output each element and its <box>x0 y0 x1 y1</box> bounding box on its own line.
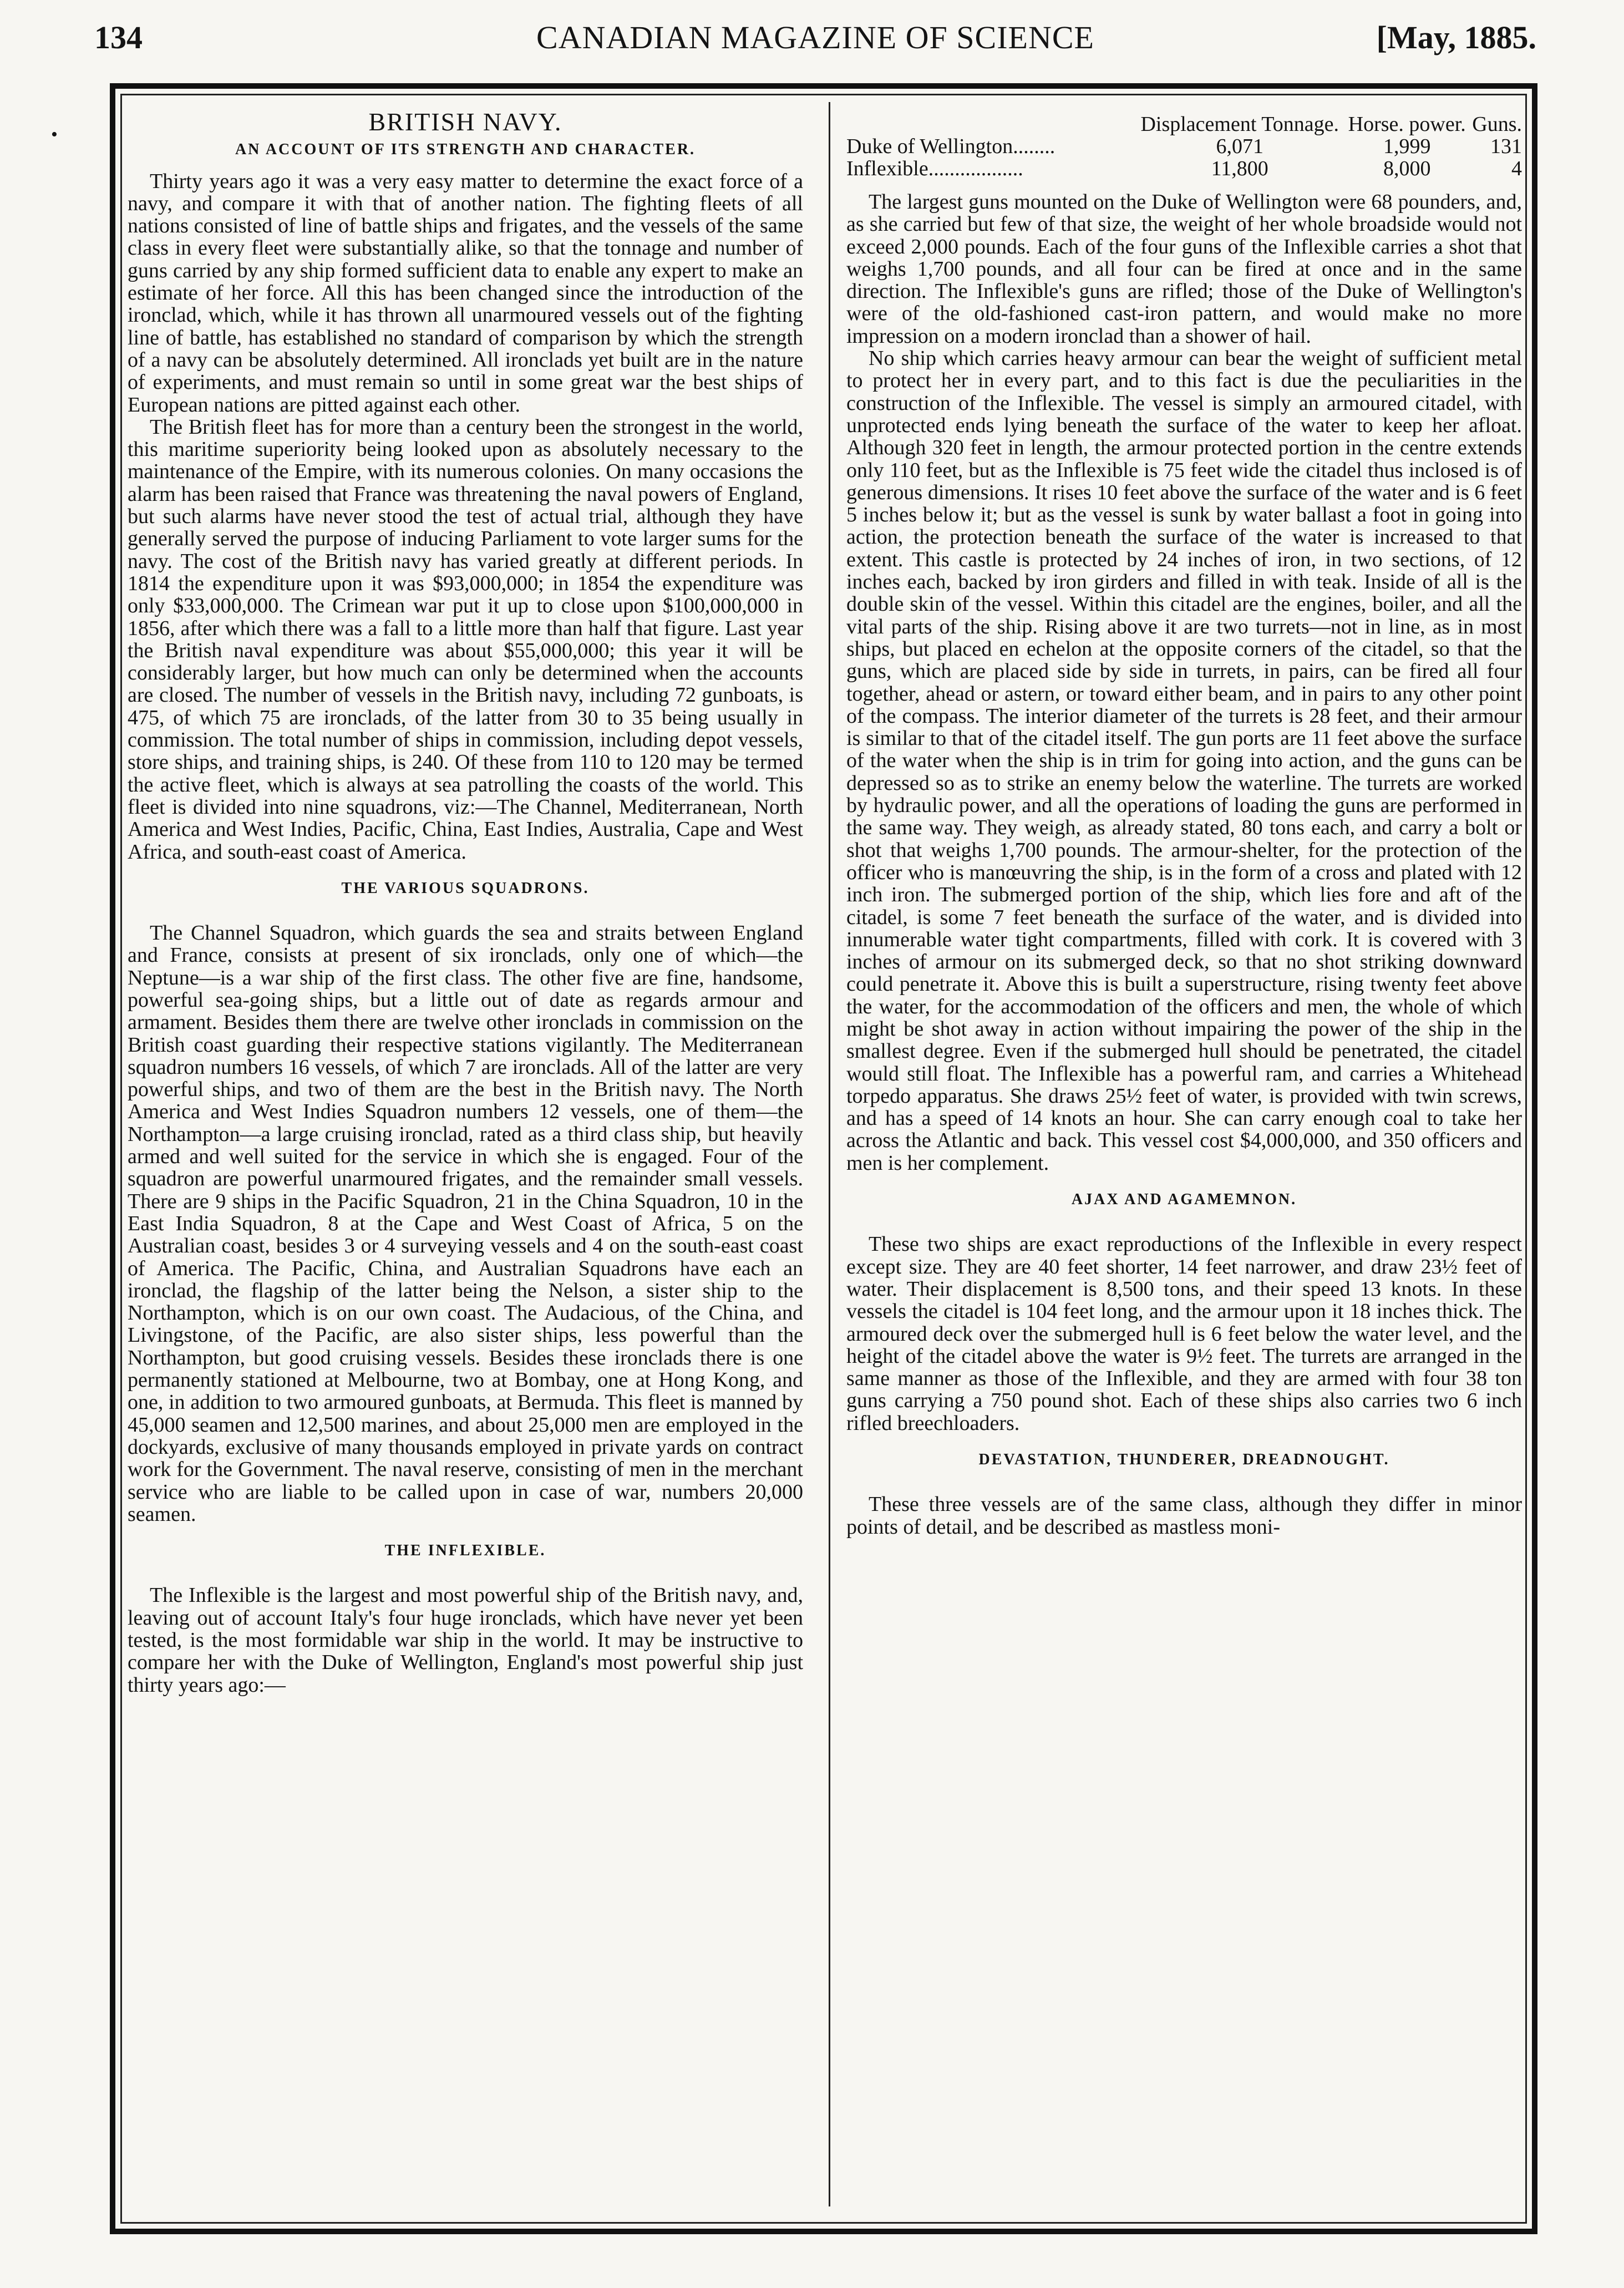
table-row <box>846 158 1522 180</box>
ship-name: Duke of Wellington........ <box>846 135 1055 158</box>
margin-dot: • <box>51 124 58 145</box>
article-subtitle: AN ACCOUNT OF ITS STRENGTH AND CHARACTER. <box>235 141 696 159</box>
ship-name: Inflexible.................. <box>846 157 1023 180</box>
tonnage: 11,800 <box>1211 157 1268 180</box>
magazine-title: CANADIAN MAGAZINE OF SCIENCE <box>536 19 1094 55</box>
paragraph: No ship which carries heavy armour can bear the weight of sufficient metal to protect her in every part, and to this fact is due the peculiarities in the construction of the Inflexible. The vessel is simply an armoured citadel, with unprotected ends lying beneath the surface of the water to keep her afloat. Although 320 feet in length, the armour protected portion in the centre extends only 110 feet, but as the Inflexible is 75 feet wide the citadel thus inclosed is of generous dimensions. It rises 10 feet above the surface of the water and is 6 feet 5 inches below it; but as the vessel is sunk by water ballast a foot in going into action, the protection beneath the surface of the water is increased to that extent. This castle is protected by 24 inches of iron, in two sections, of 12 inches each, backed by iron girders and filled in with teak. Inside of all is the double skin of the vessel. Within this citadel are the engines, boiler, and all the vital parts of the ship. Rising above it are two turrets—not in line, as in most ships, but placed en echelon at the opposite corners of the citadel, so that the guns, which are placed side by side in turrets, in pairs, can be fired all four together, ahead or astern, or toward either beam, and in pairs to any other point of the compass. The interior diameter of the turrets is 28 feet, and their armour is similar to that of the citadel itself. The gun ports are 11 feet above the surface of the water when the ship is in trim for going into action, and the guns can be depressed so as to strike an enemy below the waterline. The turrets are worked by hydraulic power, and all the operations of loading the guns are performed in the same way. They weigh, as already stated, 80 tons each, and carry a bolt or shot that weighs 1,700 pounds. The armour-shelter, for the protection of the officer who is manœuvring the ship, is in the form of a cross and plated with 12 inch iron. The submerged portion of the ship, which lies fore and aft of the citadel, is some 7 feet beneath the surface of the water, and is divided into innumerable water tight compartments, filled with cork. It is covered with 3 inches of armour on its submerged deck, so that no shot striking downward could penetrate it. Above this is built a superstructure, rising twenty feet above the water, for the accommodation of the officers and men, the whole of which might be shot away in action without impairing the power of the ship in the smallest degree. Even if the submerged hull should be penetrated, the citadel would still float. The Inflexible has a powerful ram, and carries a Whitehead torpedo apparatus. She draws 25½ feet of water, is provided with twin screws, and has a speed of 14 knots an hour. She can carry enough coal to take her across the Atlantic and back. This vessel cost $4,000,000, and 350 officers and men is her complement. <box>846 347 1522 1175</box>
article-frame <box>110 83 1537 2234</box>
article-title: BRITISH NAVY. <box>368 108 562 136</box>
section-heading-ajax: AJAX AND AGAMEMNON. <box>1071 1191 1297 1209</box>
section-heading-inflexible: THE INFLEXIBLE. <box>384 1542 546 1560</box>
column-header: Displacement Tonnage. <box>1140 113 1339 136</box>
paragraph: These two ships are exact reproductions of the Inflexible in every respect except size. They are 40 feet shorter, 14 feet narrower, and draw 23½ feet of water. Their displacement is 8,500 tons, and their speed 13 knots. In these vessels the citadel is 104 feet long, and the armour upon it 18 inches thick. The armoured deck over the submerged hull is 6 feet below the water level, and the height of the citadel above the water is 9½ feet. The turrets are arranged in the same manner as those of the Inflexible, and they are armed with four 38 ton guns carrying a 750 pound shot. Each of these ships also carries two 6 inch rifled breechloaders. <box>846 1232 1522 1435</box>
table-row <box>846 135 1522 158</box>
column-header: Guns. <box>1472 113 1522 136</box>
paragraph: The largest guns mounted on the Duke of Wellington were 68 pounders, and, as she carried but few of that size, the weight of her whole broadside would not exceed 2,000 pounds. Each of the four guns of the Inflexible carries a shot that weighs 1,700 pounds, and all four can be fired at once and in the same direction. The Inflexible's guns are rifled; those of the Duke of Wellington's were of the old-fashioned cast-iron pattern, and would make no more impression on a modern ironclad than a shower of hail. <box>846 190 1522 348</box>
comparison-table <box>846 113 1522 180</box>
table-header-row <box>846 113 1522 135</box>
tonnage: 6,071 <box>1216 135 1263 158</box>
running-header <box>94 16 1536 60</box>
paragraph: The British fleet has for more than a century been the strongest in the world, this maritime superiority being looked upon as absolutely necessary to the maintenance of the Empire, with its numerous colonies. On many occasions the alarm has been raised that France was threatening the naval powers of England, but such alarms have never stood the test of actual trial, although they have generally served the purpose of inducing Parliament to vote larger sums for the navy. The cost of the British navy has varied greatly at different periods. In 1814 the expenditure upon it was $93,000,000; in 1854 the expenditure was only $33,000,000. The Crimean war put it up to close upon $100,000,000 in 1856, after which there was a fall to a little more than half that figure. Last year the British naval expenditure was about $55,000,000; this year it will be considerably larger, but how much can only be determined when the accounts are closed. The number of vessels in the British navy, including 72 gunboats, is 475, of which 75 are ironclads, of the latter from 30 to 35 being usually in commission. The total number of ships in commission, including depot vessels, store ships, and training ships, is 240. Of these from 110 to 120 may be termed the active fleet, which is always at sea patrolling the coasts of the world. This fleet is divided into nine squadrons, viz:—The Channel, Mediterranean, North America and West Indies, Pacific, China, East Indies, Australia, Cape and West Africa, and south-east coast of America. <box>128 415 803 864</box>
section-heading-squadrons: THE VARIOUS SQUADRONS. <box>341 879 590 897</box>
paragraph: These three vessels are of the same class, although they differ in minor points of detail, and be described as mastless moni- <box>846 1493 1522 1539</box>
guns: 131 <box>1490 135 1522 158</box>
column-header: Horse. power. <box>1348 113 1466 136</box>
paragraph: The Channel Squadron, which guards the sea and straits between England and France, consists at present of six ironclads, only one of which—the Neptune—is a war ship of the first class. The other five are fine, handsome, powerful sea-going ships, but a little out of date as regards armour and armament. Besides them there are twelve other ironclads in commission on the British coast guarding their respective stations vigilantly. The Mediterranean squadron numbers 16 vessels, of which 7 are ironclads. All of the latter are very powerful ships, and two of them are the best in the British navy. The North America and West Indies Squadron numbers 12 vessels, one of them—the Northampton—a large cruising ironclad, rated as a third class ship, but heavily armed and well suited for the service in which she is engaged. Four of the squadron are powerful unarmoured frigates, and the remainder small vessels. There are 9 ships in the Pacific Squadron, 21 in the China Squadron, 10 in the East India Squadron, 8 at the Cape and West Coast of Africa, 5 on the Australian coast, besides 3 or 4 surveying vessels and 4 on the south-east coast of America. The Pacific, China, and Australian Squadrons have each an ironclad, the flagship of the latter being the Nelson, a sister ship to the Northampton, which is on our own coast. The Audacious, of the China, and Livingstone, of the Pacific, are also sister ships, less powerful than the Northampton, but good cruising vessels. Besides these ironclads there is one permanently stationed at Melbourne, two at Bombay, one at Hong Kong, and one, in addition to two armoured gunboats, at Bermuda. This fleet is manned by 45,000 seamen and 12,500 marines, and about 25,000 men are employed in the dockyards, exclusive of many thousands employed in private yards on contract work for the Government. The naval reserve, consisting of men in the merchant service who are liable to be called upon in case of war, numbers 20,000 seamen. <box>128 921 803 1526</box>
page-number: 134 <box>94 19 143 55</box>
column-rule <box>829 102 830 2206</box>
left-column <box>128 108 803 1697</box>
section-heading-devastation: DEVASTATION, THUNDERER, DREADNOUGHT. <box>978 1451 1390 1469</box>
guns: 4 <box>1511 157 1522 180</box>
paragraph: Thirty years ago it was a very easy matter to determine the exact force of a navy, and compare it with that of another nation. The fighting fleets of all nations consisted of line of battle ships and frigates, and the vessels of the same class in every fleet were substantially alike, so that the tonnage and number of guns carried by any ship formed sufficient data to enable any expert to make an estimate of her force. All this has been changed since the introduction of the ironclad, which, while it has thrown all unarmoured vessels out of the fighting line of battle, has established no standard of comparison by which the strength of a navy can be absolutely determined. All ironclads yet built are in the nature of experiments, and must remain so until in some great war the best ships of European nations are pitted against each other. <box>128 169 803 417</box>
issue-date: [May, 1885. <box>1376 19 1536 55</box>
right-column <box>846 111 1522 1538</box>
horsepower: 8,000 <box>1383 157 1431 180</box>
paragraph-inflexible-intro: The Inflexible is the largest and most powerful ship of the British navy, and, leaving out of account Italy's four huge ironclads, which have never yet been tested, is the most formidable war ship in the world. It may be instructive to compare her with the Duke of Wellington, England's most powerful ship just thirty years ago:— <box>128 1584 803 1697</box>
horsepower: 1,999 <box>1383 135 1431 158</box>
